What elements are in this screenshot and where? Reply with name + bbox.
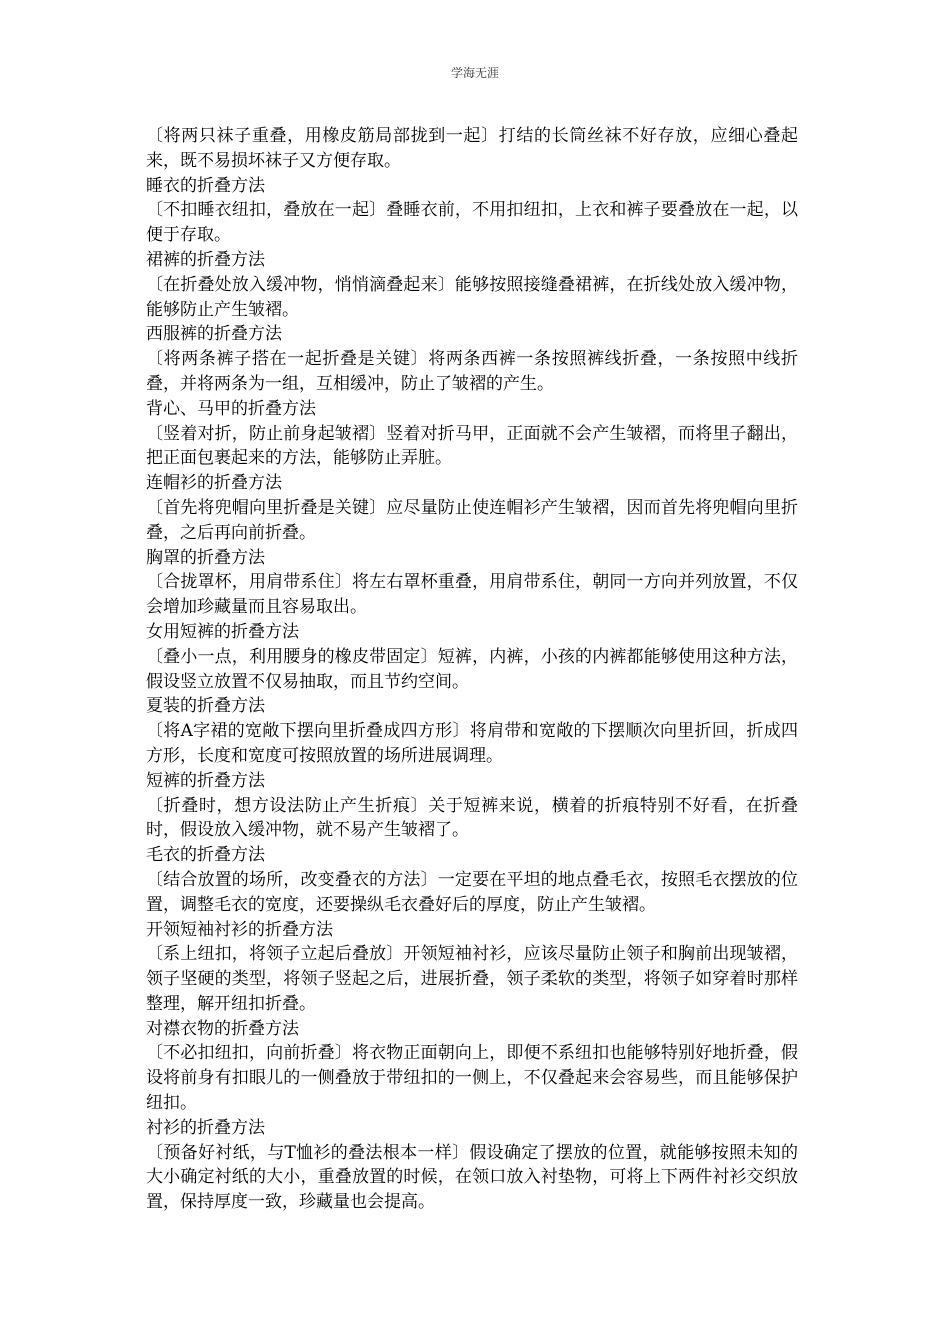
section-title-womens-briefs: 女用短裤的折叠方法 xyxy=(146,621,299,642)
section-body-open-collar-shirt: 〔系上纽扣，将领子立起后叠放〕开领短袖衬衫，应该尽量防止领子和胸前出现皱褶，领子坚硬的类型，将领子竖起之后，进展折叠，领子柔软的类型，将领子如穿着时那样整理，解开纽扣折叠。 xyxy=(146,944,798,1014)
section-body-cardigan: 〔不必扣纽扣，向前折叠〕将衣物正面朝向上，即便不系纽扣也能够特别好地折叠，假设将前身有扣眼儿的一侧叠放于带纽扣的一侧上，不仅叠起来会容易些，而且能够保护纽扣。 xyxy=(146,1043,798,1114)
section-body-bra: 〔合拢罩杯，用肩带系住〕将左右罩杯重叠，用肩带系住，朝同一方向并列放置，不仅会增加珍藏量而且容易取出。 xyxy=(146,572,798,618)
section-body-sweater: 〔结合放置的场所，改变叠衣的方法〕一定要在平坦的地点叠毛衣，按照毛衣摆放的位置，调整毛衣的宽度，还要操纵毛衣叠好后的厚度，防止产生皱褶。 xyxy=(146,869,798,915)
section-title-vest: 背心、马甲的折叠方法 xyxy=(146,398,316,419)
section-body-shorts: 〔折叠时，想方设法防止产生折痕〕关于短裤来说，横着的折痕特别不好看，在折叠时，假设放入缓冲物，就不易产生皱褶了。 xyxy=(146,795,798,841)
section-title-hoodie: 连帽衫的折叠方法 xyxy=(146,473,282,494)
section-title-shorts: 短裤的折叠方法 xyxy=(146,770,265,791)
section-body-suit-pants: 〔将两条裤子搭在一起折叠是关键〕将两条西裤一条按照裤线折叠，一条按照中线折叠，并将两条为一组，互相缓冲，防止了皱褶的产生。 xyxy=(146,349,798,394)
section-body-summer-wear: 〔将A字裙的宽敞下摆向里折叠成四方形〕将肩带和宽敞的下摆顺次向里折回，折成四方形，长度和宽度可按照放置的场所进展调理。 xyxy=(146,721,798,766)
section-body-vest: 〔竖着对折，防止前身起皱褶〕竖着对折马甲，正面就不会产生皱褶，而将里子翻出，把正面包裹起来的方法，能够防止弄脏。 xyxy=(146,423,798,469)
section-title-cardigan: 对襟衣物的折叠方法 xyxy=(146,1018,299,1039)
section-title-suit-pants: 西服裤的折叠方法 xyxy=(146,324,282,345)
section-title-open-collar-shirt: 开领短袖衬衫的折叠方法 xyxy=(146,919,333,940)
section-body-womens-briefs: 〔叠小一点，利用腰身的橡皮带固定〕短裤，内裤，小孩的内裤都能够使用这种方法，假设竖立放置不仅易抽取，而且节约空间。 xyxy=(146,646,798,692)
section-body-culottes: 〔在折叠处放入缓冲物，悄悄滴叠起来〕能够按照接缝叠裙裤，在折线处放入缓冲物，能够防止产生皱褶。 xyxy=(146,274,798,320)
document-body xyxy=(146,124,798,1215)
section-body-shirt: 〔预备好衬纸，与T恤衫的叠法根本一样〕假设确定了摆放的位置，就能够按照未知的大小确定衬纸的大小，重叠放置的时候，在领口放入衬垫物，可将上下两件衬衫交织放置，保持厚度一致，珍藏量也会提高。 xyxy=(146,1142,798,1213)
section-title-sweater: 毛衣的折叠方法 xyxy=(146,845,265,866)
section-title-summer-wear: 夏装的折叠方法 xyxy=(146,696,265,717)
section-body-pajamas: 〔不扣睡衣纽扣，叠放在一起〕叠睡衣前，不用扣纽扣，上衣和裤子要叠放在一起，以便于存取。 xyxy=(146,200,798,246)
section-title-culottes: 裙裤的折叠方法 xyxy=(146,249,265,270)
section-title-pajamas: 睡衣的折叠方法 xyxy=(146,175,265,196)
section-title-bra: 胸罩的折叠方法 xyxy=(146,547,265,568)
section-body-hoodie: 〔首先将兜帽向里折叠是关键〕应尽量防止使连帽衫产生皱褶，因而首先将兜帽向里折叠，之后再向前折叠。 xyxy=(146,497,798,543)
intro-paragraph: 〔将两只袜子重叠，用橡皮筋局部拢到一起〕打结的长筒丝袜不好存放，应细心叠起来，既不易损坏袜子又方便存取。 xyxy=(146,126,798,171)
section-title-shirt: 衬衫的折叠方法 xyxy=(146,1117,265,1138)
page-header: 学海无涯 xyxy=(450,66,499,80)
